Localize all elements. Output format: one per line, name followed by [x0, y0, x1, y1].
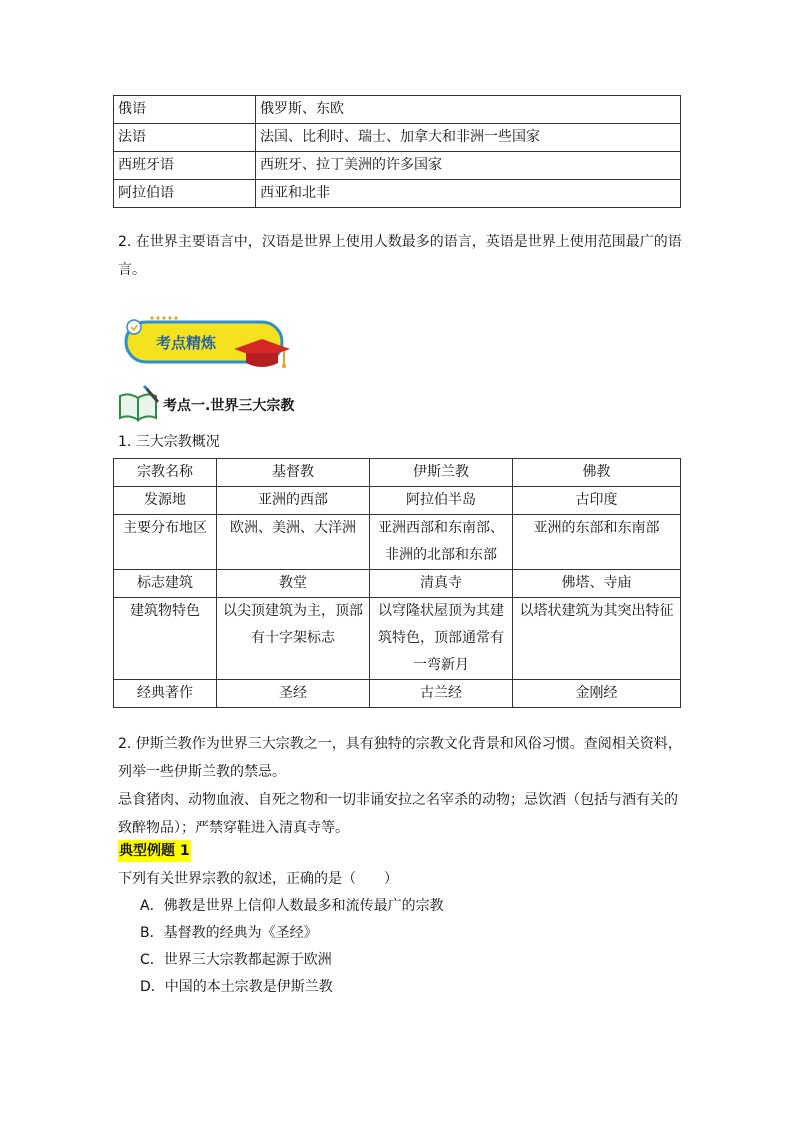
- table-cell: 亚洲的西部: [217, 487, 370, 515]
- table-row: [114, 459, 681, 487]
- option-b[interactable]: B．基督教的经典为《圣经》: [140, 925, 318, 941]
- table-cell: 教堂: [217, 570, 370, 598]
- note-question: 2. 伊斯兰教作为世界三大宗教之一，具有独特的宗教文化背景和风俗习惯。查阅相关资料，列举一些伊斯兰教的禁忌。: [118, 736, 682, 780]
- table-cell: 阿拉伯半岛: [370, 487, 513, 515]
- table-cell: 西亚和北非: [256, 180, 681, 208]
- table-row: [114, 487, 681, 515]
- table-cell: 佛教: [513, 459, 681, 487]
- table-row: [114, 180, 681, 208]
- table-row: [114, 680, 681, 708]
- table-cell: 法国、比利时、瑞士、加拿大和非洲一些国家: [256, 124, 681, 152]
- subheading: 1. 三大宗教概况: [118, 434, 220, 450]
- table-cell: 亚洲西部和东南部、非洲的北部和东部: [370, 515, 513, 570]
- note-answer: 忌食猪肉、动物血液、自死之物和一切非诵安拉之名宰杀的动物；忌饮酒（包括与酒有关的致醉物品）；严禁穿鞋进入清真寺等。: [118, 792, 678, 836]
- option-c[interactable]: C．世界三大宗教都起源于欧洲: [140, 952, 332, 968]
- table-row: [114, 515, 681, 570]
- banner-dots: [150, 316, 177, 319]
- option-a[interactable]: A．佛教是世界上信仰人数最多和流传最广的宗教: [140, 898, 444, 914]
- book-icon: [118, 384, 162, 424]
- table-cell: 标志建筑: [114, 570, 217, 598]
- table-cell: 俄罗斯、东欧: [256, 96, 681, 124]
- table-row: [114, 96, 681, 124]
- table-cell: 西班牙、拉丁美洲的许多国家: [256, 152, 681, 180]
- table-cell: 以穹隆状屋顶为其建筑特色，顶部通常有一弯新月: [370, 598, 513, 680]
- banner-label: 考点精炼: [155, 334, 217, 352]
- table-cell: 阿拉伯语: [114, 180, 256, 208]
- table-cell: 金刚经: [513, 680, 681, 708]
- table-cell: 西班牙语: [114, 152, 256, 180]
- example-label: 典型例题 1: [118, 840, 191, 862]
- table-cell: 俄语: [114, 96, 256, 124]
- table-cell: 以尖顶建筑为主，顶部有十字架标志: [217, 598, 370, 680]
- table-cell: 建筑物特色: [114, 598, 217, 680]
- table-cell: 法语: [114, 124, 256, 152]
- table-row: [114, 124, 681, 152]
- table-cell: 发源地: [114, 487, 217, 515]
- religion-table: [113, 458, 681, 708]
- note-paragraph: 2. 在世界主要语言中，汉语是世界上使用人数最多的语言，英语是世界上使用范围最广的语言。: [118, 234, 682, 278]
- table-cell: 古印度: [513, 487, 681, 515]
- table-cell: 欧洲、美洲、大洋洲: [217, 515, 370, 570]
- table-cell: 佛塔、寺庙: [513, 570, 681, 598]
- section-title: 考点一.世界三大宗教: [163, 398, 295, 414]
- table-cell: 圣经: [217, 680, 370, 708]
- language-table: [113, 95, 681, 208]
- option-d[interactable]: D．中国的本土宗教是伊斯兰教: [140, 979, 333, 995]
- section-banner: [122, 313, 292, 375]
- table-cell: 经典著作: [114, 680, 217, 708]
- table-row: [114, 152, 681, 180]
- table-cell: 主要分布地区: [114, 515, 217, 570]
- question-text: 下列有关世界宗教的叙述，正确的是（ ）: [118, 871, 398, 887]
- note-block: [118, 730, 683, 842]
- table-cell: 清真寺: [370, 570, 513, 598]
- table-row: [114, 570, 681, 598]
- table-cell: 亚洲的东部和东南部: [513, 515, 681, 570]
- answer-options: [140, 893, 444, 1001]
- table-cell: 基督教: [217, 459, 370, 487]
- balloon-icon: [127, 320, 141, 334]
- table-cell: 伊斯兰教: [370, 459, 513, 487]
- table-cell: 以塔状建筑为其突出特征: [513, 598, 681, 680]
- table-cell: 宗教名称: [114, 459, 217, 487]
- table-cell: 古兰经: [370, 680, 513, 708]
- table-row: [114, 598, 681, 680]
